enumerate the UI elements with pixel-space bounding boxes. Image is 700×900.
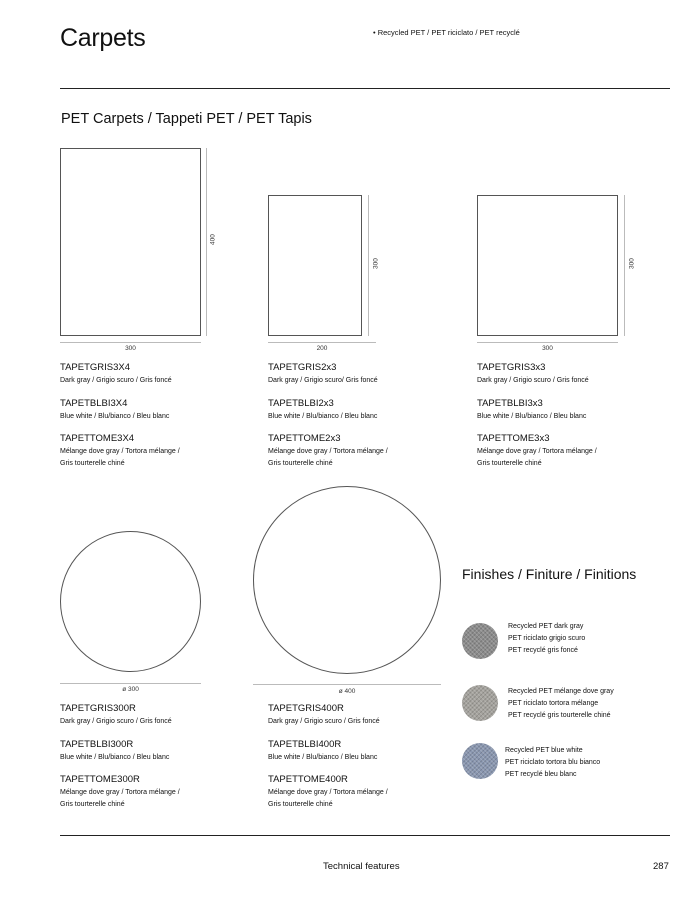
product-code: TAPETGRIS2x3 bbox=[268, 362, 337, 373]
page-number: 287 bbox=[653, 861, 669, 872]
product-description: Gris tourterelle chiné bbox=[60, 801, 125, 808]
product-description: Blue white / Blu/bianco / Bleu blanc bbox=[477, 413, 587, 420]
footer-label: Technical features bbox=[323, 861, 400, 872]
height-dimension-label: 400 bbox=[209, 234, 217, 245]
product-code: TAPETBLBI2x3 bbox=[268, 398, 334, 409]
finishes-title: Finishes / Finiture / Finitions bbox=[462, 566, 637, 582]
product-code: TAPETTOME2x3 bbox=[268, 433, 341, 444]
product-code: TAPETBLBI3x3 bbox=[477, 398, 543, 409]
finish-item bbox=[508, 621, 585, 657]
width-dimension-label: 300 bbox=[542, 345, 553, 352]
footer-divider bbox=[60, 835, 670, 836]
product-description: Gris tourterelle chiné bbox=[60, 460, 125, 467]
product-code: TAPETTOME300R bbox=[60, 774, 140, 785]
finish-label: PET recyclé gris tourterelle chiné bbox=[508, 712, 611, 719]
finish-label: PET recyclé bleu blanc bbox=[505, 771, 577, 778]
product-description: Gris tourterelle chiné bbox=[268, 801, 333, 808]
height-dimension-label: 300 bbox=[628, 258, 636, 269]
product-code: TAPETBLBI300R bbox=[60, 739, 134, 750]
width-dimension-line bbox=[268, 342, 376, 343]
list-item bbox=[268, 774, 458, 811]
list-item bbox=[268, 739, 458, 774]
diameter-dimension-line bbox=[253, 684, 441, 685]
list-item bbox=[268, 398, 458, 433]
list-item bbox=[268, 433, 458, 470]
list-item bbox=[60, 362, 250, 398]
finish-item bbox=[505, 745, 600, 781]
list-item bbox=[477, 398, 667, 433]
list-item bbox=[60, 433, 250, 470]
finish-label: Recycled PET mélange dove gray bbox=[508, 688, 614, 695]
width-dimension-label: 300 bbox=[125, 345, 136, 352]
finish-label: PET riciclato tortora blu bianco bbox=[505, 759, 601, 766]
product-description: Mélange dove gray / Tortora mélange / bbox=[268, 789, 388, 796]
diameter-dimension-label: ø 400 bbox=[338, 688, 356, 695]
product-code: TAPETBLBI3X4 bbox=[60, 398, 128, 409]
product-description: Blue white / Blu/bianco / Bleu blanc bbox=[268, 754, 378, 761]
list-item bbox=[477, 362, 667, 398]
diameter-dimension-line bbox=[60, 683, 201, 684]
product-list-round-300 bbox=[60, 703, 250, 811]
height-dimension-label: 300 bbox=[372, 258, 380, 269]
list-item bbox=[268, 703, 458, 739]
product-code: TAPETTOME3X4 bbox=[60, 433, 135, 444]
product-description: Blue white / Blu/bianco / Bleu blanc bbox=[60, 754, 170, 761]
product-description: Mélange dove gray / Tortora mélange / bbox=[60, 789, 180, 796]
list-item bbox=[60, 398, 250, 433]
product-code: TAPETGRIS300R bbox=[60, 703, 136, 714]
finish-label: Recycled PET dark gray bbox=[508, 623, 584, 630]
list-item bbox=[60, 774, 250, 811]
header-divider bbox=[60, 88, 670, 89]
product-code: TAPETGRIS3x3 bbox=[477, 362, 546, 373]
finish-item bbox=[508, 686, 614, 722]
product-description: Mélange dove gray / Tortora mélange / bbox=[268, 448, 388, 455]
finish-swatch-blue-white bbox=[462, 743, 498, 779]
carpet-drawing-3x4 bbox=[60, 148, 201, 336]
height-dimension-line bbox=[624, 195, 625, 336]
product-description: Mélange dove gray / Tortora mélange / bbox=[477, 448, 597, 455]
finish-label: Recycled PET blue white bbox=[505, 747, 583, 754]
product-description: Gris tourterelle chiné bbox=[268, 460, 333, 467]
list-item bbox=[477, 433, 667, 470]
page-title: Carpets bbox=[60, 24, 146, 52]
list-item bbox=[60, 739, 250, 774]
product-description: Dark gray / Grigio scuro / Gris foncé bbox=[477, 377, 589, 384]
finish-label: PET riciclato tortora mélange bbox=[508, 700, 599, 707]
product-list-3x4 bbox=[60, 362, 250, 470]
width-dimension-line bbox=[60, 342, 201, 343]
product-code: TAPETTOME3x3 bbox=[477, 433, 550, 444]
product-description: Gris tourterelle chiné bbox=[477, 460, 542, 467]
width-dimension-label: 200 bbox=[316, 345, 328, 352]
product-description: Dark gray / Grigio scuro / Gris foncé bbox=[60, 377, 172, 384]
product-list-2x3 bbox=[268, 362, 458, 470]
product-description: Dark gray / Grigio scuro / Gris foncé bbox=[60, 718, 172, 725]
carpet-drawing-3x3 bbox=[477, 195, 618, 336]
finish-swatch-dark-gray bbox=[462, 623, 498, 659]
finish-swatch-dove-gray bbox=[462, 685, 498, 721]
width-dimension-line bbox=[477, 342, 618, 343]
product-code: TAPETTOME400R bbox=[268, 774, 348, 785]
carpet-drawing-round-300 bbox=[60, 531, 201, 672]
finish-label: PET riciclato grigio scuro bbox=[508, 635, 586, 642]
list-item bbox=[60, 703, 250, 739]
product-description: Dark gray / Grigio scuro / Gris foncé bbox=[268, 718, 380, 725]
product-list-round-400 bbox=[268, 703, 458, 811]
list-item bbox=[268, 362, 458, 398]
carpet-drawing-round-400 bbox=[253, 486, 441, 674]
product-list-3x3 bbox=[477, 362, 667, 470]
product-description: Dark gray / Grigio scuro/ Gris foncé bbox=[268, 377, 378, 384]
height-dimension-line bbox=[206, 148, 207, 336]
product-description: Blue white / Blu/bianco / Bleu blanc bbox=[60, 413, 170, 420]
carpet-drawing-2x3 bbox=[268, 195, 362, 336]
section-title: PET Carpets / Tappeti PET / PET Tapis bbox=[61, 111, 312, 127]
material-note: • Recycled PET / PET riciclato / PET recyclé bbox=[373, 28, 520, 37]
product-description: Mélange dove gray / Tortora mélange / bbox=[60, 448, 180, 455]
diameter-dimension-label: ø 300 bbox=[122, 686, 139, 693]
height-dimension-line bbox=[368, 195, 369, 336]
product-code: TAPETGRIS3X4 bbox=[60, 362, 131, 373]
product-description: Blue white / Blu/bianco / Bleu blanc bbox=[268, 413, 378, 420]
product-code: TAPETBLBI400R bbox=[268, 739, 342, 750]
finish-label: PET recyclé gris foncé bbox=[508, 647, 578, 654]
product-code: TAPETGRIS400R bbox=[268, 703, 344, 714]
